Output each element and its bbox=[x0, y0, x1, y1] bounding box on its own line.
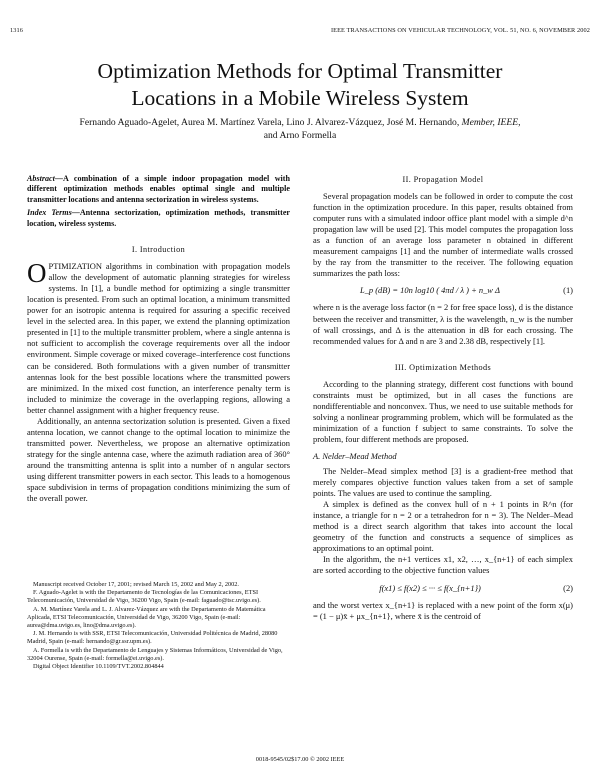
equation-1 bbox=[313, 285, 573, 296]
page-number: 1316 bbox=[10, 27, 23, 34]
footnote-author-2: A. M. Martínez Varela and L. J. Alvarez-Vázquez are with the Departamento de Matemática Aplicada, ETSI Telecomunicación, Universidad de Vigo, 36200 Vigo, Spain (e-mail: aurea@dma.uvigo.es, lino@dma.uvigo.es). bbox=[27, 605, 266, 630]
nelder-mead-paragraph-1: The Nelder–Mead simplex method [3] is a gradient-free method that merely compares objective function values taken from a set of sample points. The values are used to continue the sampling. bbox=[313, 466, 573, 499]
intro-paragraph-2: Additionally, an antenna sectorization solution is presented. Given a fixed antenna location, we cannot change to the optimal location to minimize the transmitted power. Nevertheless, we propose an alternative optimization strategy for the single antenna case, where the azimuth radiation area of 360° around the transmitting antenna is split into a number of n angular sectors using different transmitter powers in each sector. This leads to a homogenous space subdivision in terms of propagation conditions minimizing the sum of the overall power. bbox=[27, 415, 290, 504]
authors-member: Member, IEEE, bbox=[461, 117, 521, 128]
equation-2-number: (2) bbox=[563, 582, 573, 593]
footnote-received: Manuscript received October 17, 2001; revised March 15, 2002 and May 2, 2002. bbox=[33, 581, 239, 588]
equation-2-body: f(x1) ≤ f(x2) ≤ ··· ≤ f(x_{n+1}) bbox=[379, 582, 481, 593]
abstract bbox=[27, 174, 290, 205]
optimization-paragraph-1: According to the planning strategy, different cost functions with bound constraints must be optimized, but in all cases the functions are nondifferentiable and nonconvex. Thus, we need to use suitable methods for solving a nonlinear programming problem, which will be formulated as the minimization of a function f subject to same constraints. To solve the problem, four different methods are proposed. bbox=[313, 378, 573, 444]
abstract-label: Abstract— bbox=[27, 174, 63, 183]
index-terms-text: Antenna sectorization, optimization methods, transmitter location, wireless systems. bbox=[27, 208, 290, 228]
footnote-doi: Digital Object Identifier 10.1109/TVT.2002.804844 bbox=[33, 663, 164, 671]
authors-line-2: and Arno Formella bbox=[263, 130, 337, 141]
propagation-paragraph-1: Several propagation models can be followed in order to compute the cost function in the optimization procedure. In this paper, results obtained from computer runs with a simulated indoor office plant model with a simple d^n propagation law will be used [2]. This model computes the propagation loss as a function of an average loss parameter n obtained in different measurement campaigns [1] and the number of intermediate walls crossed by the ray from the transmitter to the receiver. The following equation summarizes the path loss: bbox=[313, 191, 573, 279]
footnotes bbox=[27, 581, 290, 671]
footnote-author-4: A. Formella is with the Departamento de Lenguajes y Sistemas Informáticos, Universidad de Vigo, 32004 Ourense, Spain (e-mail: formella@ei.uvigo.es). bbox=[27, 646, 283, 662]
propagation-paragraph-2: where n is the average loss factor (n = 2 for free space loss), d is the distance between the receiver and transmitter, λ is the wavelength, n_w is the number of wall crossings, and Δ is the attenuation in dB for each crossing. The recommended values for Δ and n are 3 and 2.38 dB, respectively [1]. bbox=[313, 302, 573, 346]
equation-1-body: L_p (dB) = 10n log10 ( 4πd / λ ) + n_w Δ bbox=[360, 285, 500, 296]
authors-line-1: Fernando Aguado-Agelet, Aurea M. Martínez Varela, Lino J. Alvarez-Vázquez, José M. Hernando, bbox=[79, 117, 462, 128]
subsection-heading-nelder-mead: A. Nelder–Mead Method bbox=[313, 450, 397, 461]
paper-title bbox=[0, 58, 600, 112]
footnote-author-1: F. Aguado-Agelet is with the Departamento de Tecnologías de las Comunicaciones, ETSI Telecomunicación, Universidad de Vigo, 36200 Vigo, Spain (e-mail: faguado@tsc.uvigo.es). bbox=[27, 589, 261, 605]
footnote-author-3: J. M. Hernando is with SSR, ETSI Telecomunicación, Universidad Politécnica de Madrid, 28080 Madrid, Spain (e-mail: hernando@gr.ssr.upm.es). bbox=[27, 630, 278, 646]
author-list bbox=[20, 116, 580, 142]
journal-header: IEEE TRANSACTIONS ON VEHICULAR TECHNOLOGY, VOL. 51, NO. 6, NOVEMBER 2002 bbox=[330, 27, 590, 34]
copyright-footer: 0018-9545/02$17.00 © 2002 IEEE bbox=[255, 756, 345, 763]
abstract-text: A combination of a simple indoor propagation model with different optimization methods enables optimal single and multiple transmitter locations and antenna sectorization in wireless systems. bbox=[27, 174, 290, 204]
nelder-mead-paragraph-4: and the worst vertex x_{n+1} is replaced with a new point of the form x(μ) = (1 − μ)x̄ + μx_{n+1}, where x̄ is the centroid of bbox=[313, 599, 573, 621]
section-heading-introduction: I. Introduction bbox=[131, 245, 186, 255]
equation-2 bbox=[313, 583, 573, 594]
intro-paragraph-1-text: PTIMIZATION algorithms in combination with propagation models allow the development of automatic planning strategies for wireless systems. In [1], a bundle method for optimizing a single transmitter location is presented. From such an optimal location, a minimum transmitted power for an isotropic antenna is required for assuring a specific received level in the selected area. In this paper, we extend the planning optimization presented in [1] to the multiple transmitter problem, where a single antenna is not sufficient to accomplish the coverage requirements over all the indoor environment. Simple coverage or mixed coverage–interference cost functions can be considered. Both formulations with a given number of transmitter antennas look for the best possible locations where the transmitted powers are minimized. In the mixed cost function, an interference penalty term is included to minimize the coverage in the overlapping regions, allowing a better channel assignment with a higher frequency reuse. bbox=[27, 261, 290, 415]
section-heading-optimization: III. Optimization Methods bbox=[394, 362, 492, 372]
index-terms bbox=[27, 208, 290, 229]
drop-cap: O bbox=[27, 258, 47, 289]
title-line-1: Optimization Methods for Optimal Transmitter bbox=[97, 59, 503, 83]
right-column bbox=[313, 174, 573, 622]
nelder-mead-paragraph-2: A simplex is defined as the convex hull of n + 1 points in R^n (for instance, a triangle for n = 2 or a tetrahedron for n = 3). The Nelder–Mead method is a direct search algorithm that takes into account the local geometry of the function and constructs a sequence of simplices as approximations to an optimal point. bbox=[313, 499, 573, 554]
intro-paragraph-1 bbox=[27, 258, 290, 416]
equation-1-number: (1) bbox=[563, 285, 573, 296]
nelder-mead-paragraph-3: In the algorithm, the n+1 vertices x1, x2, …, x_{n+1} of each simplex are sorted according to the objective function values bbox=[313, 554, 573, 576]
title-line-2: Locations in a Mobile Wireless System bbox=[131, 86, 469, 110]
index-terms-label: Index Terms— bbox=[27, 208, 80, 218]
section-heading-propagation: II. Propagation Model bbox=[402, 175, 484, 184]
left-column bbox=[27, 174, 290, 504]
